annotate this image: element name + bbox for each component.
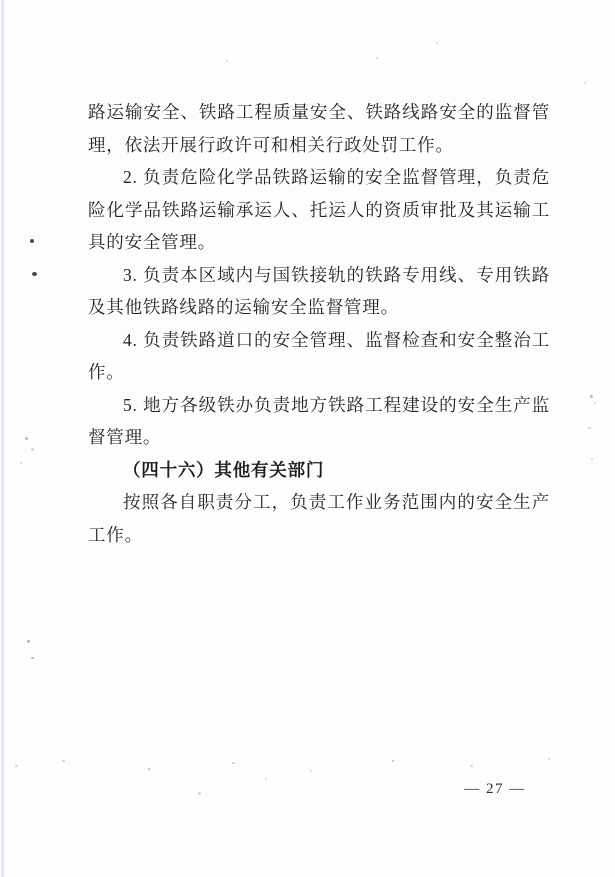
body-paragraph-closing: 按照各自职责分工，负责工作业务范围内的安全生产工作。	[88, 492, 550, 545]
document-body	[88, 96, 550, 551]
body-paragraph-item-3: 3. 负责本区域内与国铁接轨的铁路专用线、专用铁路及其他铁路线路的运输安全监督管理。	[88, 264, 550, 317]
body-paragraph-continuation: 路运输安全、铁路工程质量安全、铁路线路安全的监督管理，依法开展行政许可和相关行政处罚工作。	[88, 102, 550, 155]
body-paragraph-item-2: 2. 负责危险化学品铁路运输的安全监督管理，负责危险化学品铁路运输承运人、托运人的资质审批及其运输工具的安全管理。	[88, 167, 550, 252]
body-paragraph-item-4: 4. 负责铁路道口的安全管理、监督检查和安全整治工作。	[88, 329, 550, 382]
section-heading: （四十六）其他有关部门	[123, 459, 325, 480]
page-number: — 27 —	[464, 781, 526, 797]
body-paragraph-item-5: 5. 地方各级铁办负责地方铁路工程建设的安全生产监督管理。	[88, 394, 550, 447]
scan-edge-line	[1, 0, 4, 877]
